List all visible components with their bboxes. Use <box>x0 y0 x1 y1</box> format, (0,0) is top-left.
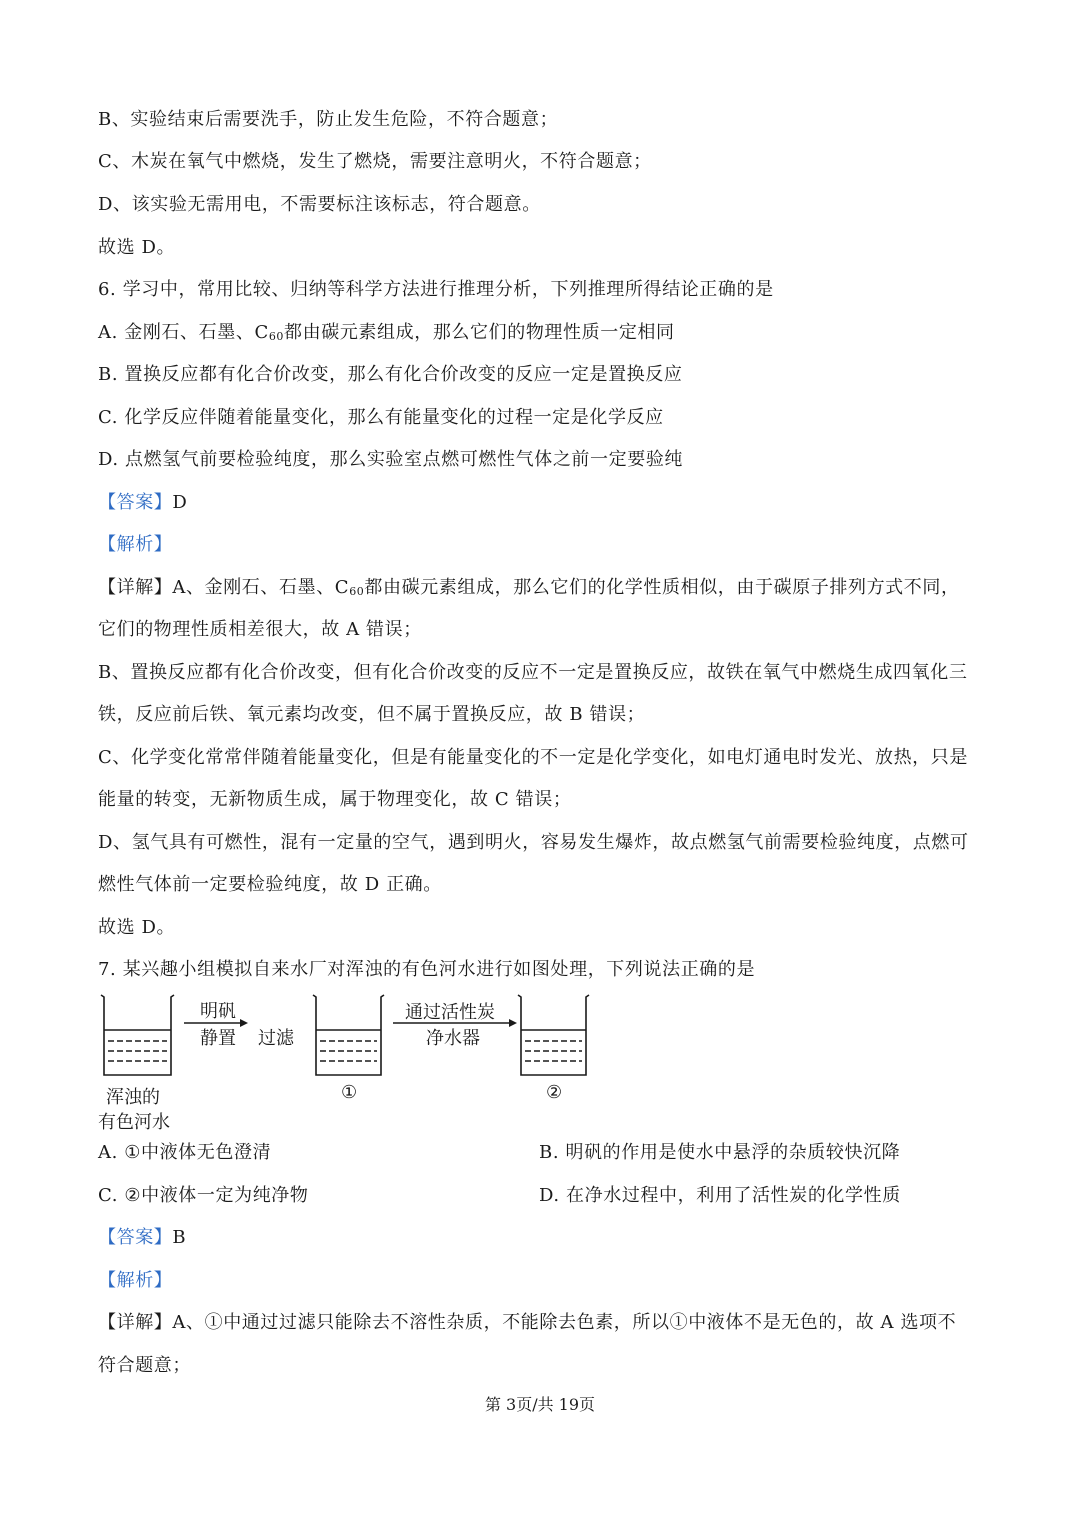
beaker-2-label: ① <box>341 1082 358 1103</box>
q6-answer-value: D <box>172 492 188 513</box>
q7-analysis-tag: 【解析】 <box>98 1270 173 1291</box>
q6-option-a-subscript: 60 <box>268 330 285 343</box>
q7-detail-1-text: A、①中通过过滤只能除去不溶性杂质，不能除去色素，所以①中液体不是无色的，故 A 选项不 <box>172 1312 957 1333</box>
beaker-2 <box>313 995 384 1075</box>
q6-answer <box>98 491 187 515</box>
q5-option-d-explanation: D、该实验无需用电，不需要标注该标志，符合题意。 <box>98 194 541 215</box>
beaker-1-label-line-1: 浑浊的 <box>106 1087 160 1108</box>
q6-option-b: B. 置换反应都有化合价改变，那么有化合价改变的反应一定是置换反应 <box>98 364 683 385</box>
q6-detail-line-8: 燃性气体前一定要检验纯度，故 D 正确。 <box>98 874 442 895</box>
beaker-1 <box>101 995 174 1075</box>
q7-option-b: B. 明矾的作用是使水中悬浮的杂质较快沉降 <box>539 1142 901 1163</box>
q7-option-a: A. ①中液体无色澄清 <box>98 1142 272 1163</box>
q6-option-c: C. 化学反应伴随着能量变化，那么有能量变化的过程一定是化学反应 <box>98 407 664 428</box>
q7-option-d: D. 在净水过程中，利用了活性炭的化学性质 <box>539 1185 901 1206</box>
q6-detail-line-3: B、置换反应都有化合价改变，但有化合价改变的反应不一定是置换反应，故铁在氧气中燃烧生成四氧化三 <box>98 662 968 683</box>
q6-answer-tag: 【答案】 <box>98 492 173 513</box>
water-purification-diagram <box>0 985 700 1135</box>
q7-detail-line-2: 符合题意； <box>98 1355 191 1376</box>
q6-option-a-pre: A. 金刚石、石墨、C <box>98 322 269 343</box>
q7-stem: 7. 某兴趣小组模拟自来水厂对浑浊的有色河水进行如图处理，下列说法正确的是 <box>98 959 756 980</box>
q6-detail-1-pre: A、金刚石、石墨、C <box>172 577 350 598</box>
beaker-1-label-line-2: 有色河水 <box>98 1112 170 1133</box>
q6-detail-line-5: C、化学变化常常伴随着能量变化，但是有能量变化的不一定是化学变化，如电灯通电时发光、放热，只是 <box>98 747 968 768</box>
filter-label: 过滤 <box>258 1028 294 1049</box>
arrow-2-bottom-label: 净水器 <box>426 1028 480 1049</box>
q6-stem: 6. 学习中，常用比较、归纳等科学方法进行推理分析，下列推理所得结论正确的是 <box>98 279 774 300</box>
q7-detail-tag: 【详解】 <box>98 1312 173 1333</box>
q6-detail-line-1 <box>98 576 960 600</box>
q6-detail-tag: 【详解】 <box>98 577 173 598</box>
q7-detail-line-1 <box>98 1311 956 1335</box>
q6-detail-1-post: 都由碳元素组成，那么它们的化学性质相似，由于碳原子排列方式不同， <box>364 577 960 598</box>
arrow-1-top-label: 明矾 <box>200 1001 236 1022</box>
q6-detail-line-4: 铁，反应前后铁、氧元素均改变，但不属于置换反应，故 B 错误； <box>98 704 646 725</box>
q6-detail-line-2: 它们的物理性质相差很大，故 A 错误； <box>98 619 422 640</box>
page-footer: 第 3页/共 19页 <box>484 1395 596 1414</box>
q6-option-d: D. 点燃氢气前要检验纯度，那么实验室点燃可燃性气体之前一定要验纯 <box>98 449 684 470</box>
q6-analysis-tag: 【解析】 <box>98 534 173 555</box>
q5-choice: 故选 D。 <box>98 237 176 258</box>
q7-answer-value: B <box>172 1227 187 1248</box>
beaker-3-label: ② <box>546 1082 563 1103</box>
q6-option-a-post: 都由碳元素组成，那么它们的物理性质一定相同 <box>284 322 675 343</box>
q6-option-a <box>98 321 675 345</box>
q6-choice: 故选 D。 <box>98 917 176 938</box>
arrow-1-bottom-label: 静置 <box>200 1028 236 1049</box>
q6-detail-line-6: 能量的转变，无新物质生成，属于物理变化，故 C 错误； <box>98 789 572 810</box>
q5-option-c-explanation: C、木炭在氧气中燃烧，发生了燃烧，需要注意明火，不符合题意； <box>98 151 652 172</box>
q5-option-b-explanation: B、实验结束后需要洗手，防止发生危险，不符合题意； <box>98 109 559 130</box>
q7-answer-tag: 【答案】 <box>98 1227 173 1248</box>
q6-detail-line-7: D、氢气具有可燃性，混有一定量的空气，遇到明火，容易发生爆炸，故点燃氢气前需要检验纯度，点燃可 <box>98 832 969 853</box>
q6-detail-1-subscript: 60 <box>349 585 365 598</box>
q7-option-c: C. ②中液体一定为纯净物 <box>98 1185 309 1206</box>
q7-answer <box>98 1226 186 1250</box>
arrow-2-top-label: 通过活性炭 <box>405 1002 495 1023</box>
beaker-3 <box>518 995 589 1075</box>
